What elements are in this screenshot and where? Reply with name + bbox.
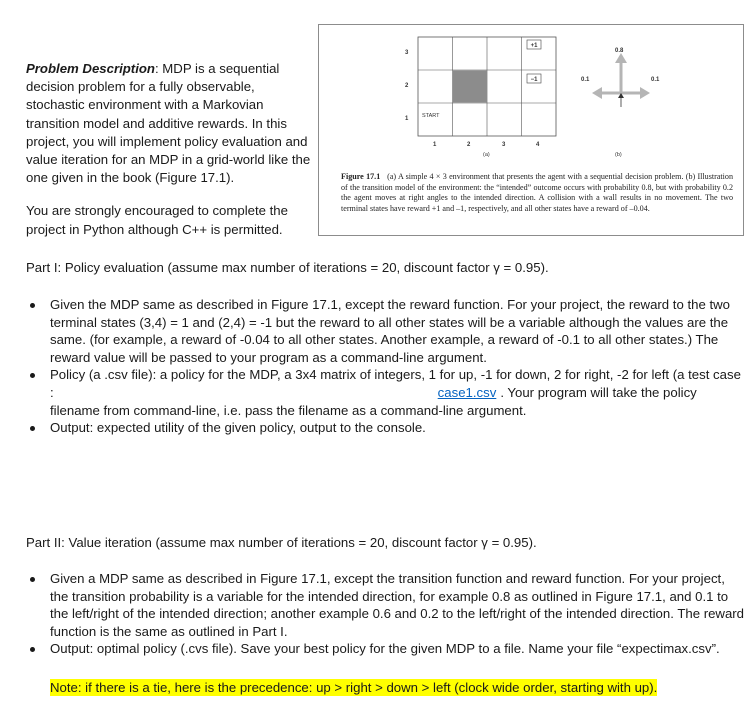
col-label-2: 2 xyxy=(467,142,471,148)
intro-text xyxy=(26,60,316,254)
part1-bullet-2 xyxy=(26,366,746,419)
part1-bullet-2-text-b: . Your program will take the policy filename from command-line, i.e. pass the filename as a command-line argument. xyxy=(50,384,697,418)
figure-diagram xyxy=(319,25,743,170)
part2-heading: Part II: Value iteration (assume max number of iterations = 20, discount factor γ = 0.95). xyxy=(26,535,537,550)
problem-text: : MDP is a sequential decision problem for a fully observable, stochastic environment with a Markovian transition model and additive rewards. In this project, you will implement policy evaluation and value iteration for an MDP in a grid-world like the one given in the book (Figure 17.1). xyxy=(26,61,311,186)
wall-cell xyxy=(453,71,487,103)
problem-description xyxy=(26,60,316,187)
part2-list xyxy=(26,570,746,658)
sub-label-a: (a) xyxy=(483,152,490,158)
figure-17-1 xyxy=(318,24,744,236)
terminal-minus: −1 xyxy=(530,77,538,83)
part1-heading: Part I: Policy evaluation (assume max number of iterations = 20, discount factor γ = 0.95). xyxy=(26,260,549,275)
case1-csv-link[interactable]: case1.csv xyxy=(437,384,497,400)
part2-bullet-1: Given a MDP same as described in Figure 17.1, except the transition function and reward function. For your project, the transition probability is a variable for the intended direction, for example 0.8 as outlined in Figure 17.1, and 0.1 to the left/right of the intended direction; another example 0.6 and 0.2 to the left/right of the intended direction. The reward function is the same as outlined in Part I. xyxy=(26,570,746,640)
left-prob: 0.1 xyxy=(581,77,590,83)
up-prob: 0.8 xyxy=(615,48,624,54)
row-label-1: 1 xyxy=(405,116,409,122)
start-label: START xyxy=(422,113,440,119)
col-label-1: 1 xyxy=(433,142,437,148)
encourage-text: You are strongly encouraged to complete the project in Python although C++ is permitted. xyxy=(26,203,288,237)
part1-bullet-3: Output: expected utility of the given policy, output to the console. xyxy=(26,419,746,437)
problem-label: Problem Description xyxy=(26,61,155,76)
part1-list xyxy=(26,296,746,437)
caption-text: (a) A simple 4 × 3 environment that presents the agent with a sequential decision problem. (b) Illustration of the transition model of the environment: the “intended” outcome occurs with probability 0.8, but with probability 0.2 the agent moves at right angles to the intended direction. A collision with a wall results in no movement. The two terminal states have reward +1 and –1, respectively, and all other states have a reward of –0.04. xyxy=(341,172,734,213)
col-label-4: 4 xyxy=(536,142,540,148)
caption-label: Figure 17.1 xyxy=(341,172,381,181)
part1-bullet-1: Given the MDP same as described in Figure 17.1, except the reward function. For your project, the reward to the two terminal states (3,4) = 1 and (2,4) = -1 but the reward to all other states will be a variable although the values are the same. (for example, a reward of -0.04 to all other states. Another example, a reward of -0.1 to all other states.) The reward value will be passed to your program as a command-line argument. xyxy=(26,296,746,366)
right-prob: 0.1 xyxy=(651,77,660,83)
row-label-2: 2 xyxy=(405,83,409,89)
terminal-plus: +1 xyxy=(530,43,538,49)
tie-precedence-note: Note: if there is a tie, here is the precedence: up > right > down > left (clock wide order, starting with up). xyxy=(50,680,658,695)
sub-label-b: (b) xyxy=(615,152,622,158)
col-label-3: 3 xyxy=(502,142,506,148)
part1-bullet-2-text-a: Policy (a .csv file): a policy for the MDP, a 3x4 matrix of integers, 1 for up, -1 for down, 2 for right, -2 for left (a test case : xyxy=(50,367,741,400)
row-label-3: 3 xyxy=(405,50,409,56)
part2-bullet-2: Output: optimal policy (.cvs file). Save your best policy for the given MDP to a file. Name your file “expectimax.csv”. xyxy=(26,640,746,658)
figure-caption xyxy=(341,172,733,214)
